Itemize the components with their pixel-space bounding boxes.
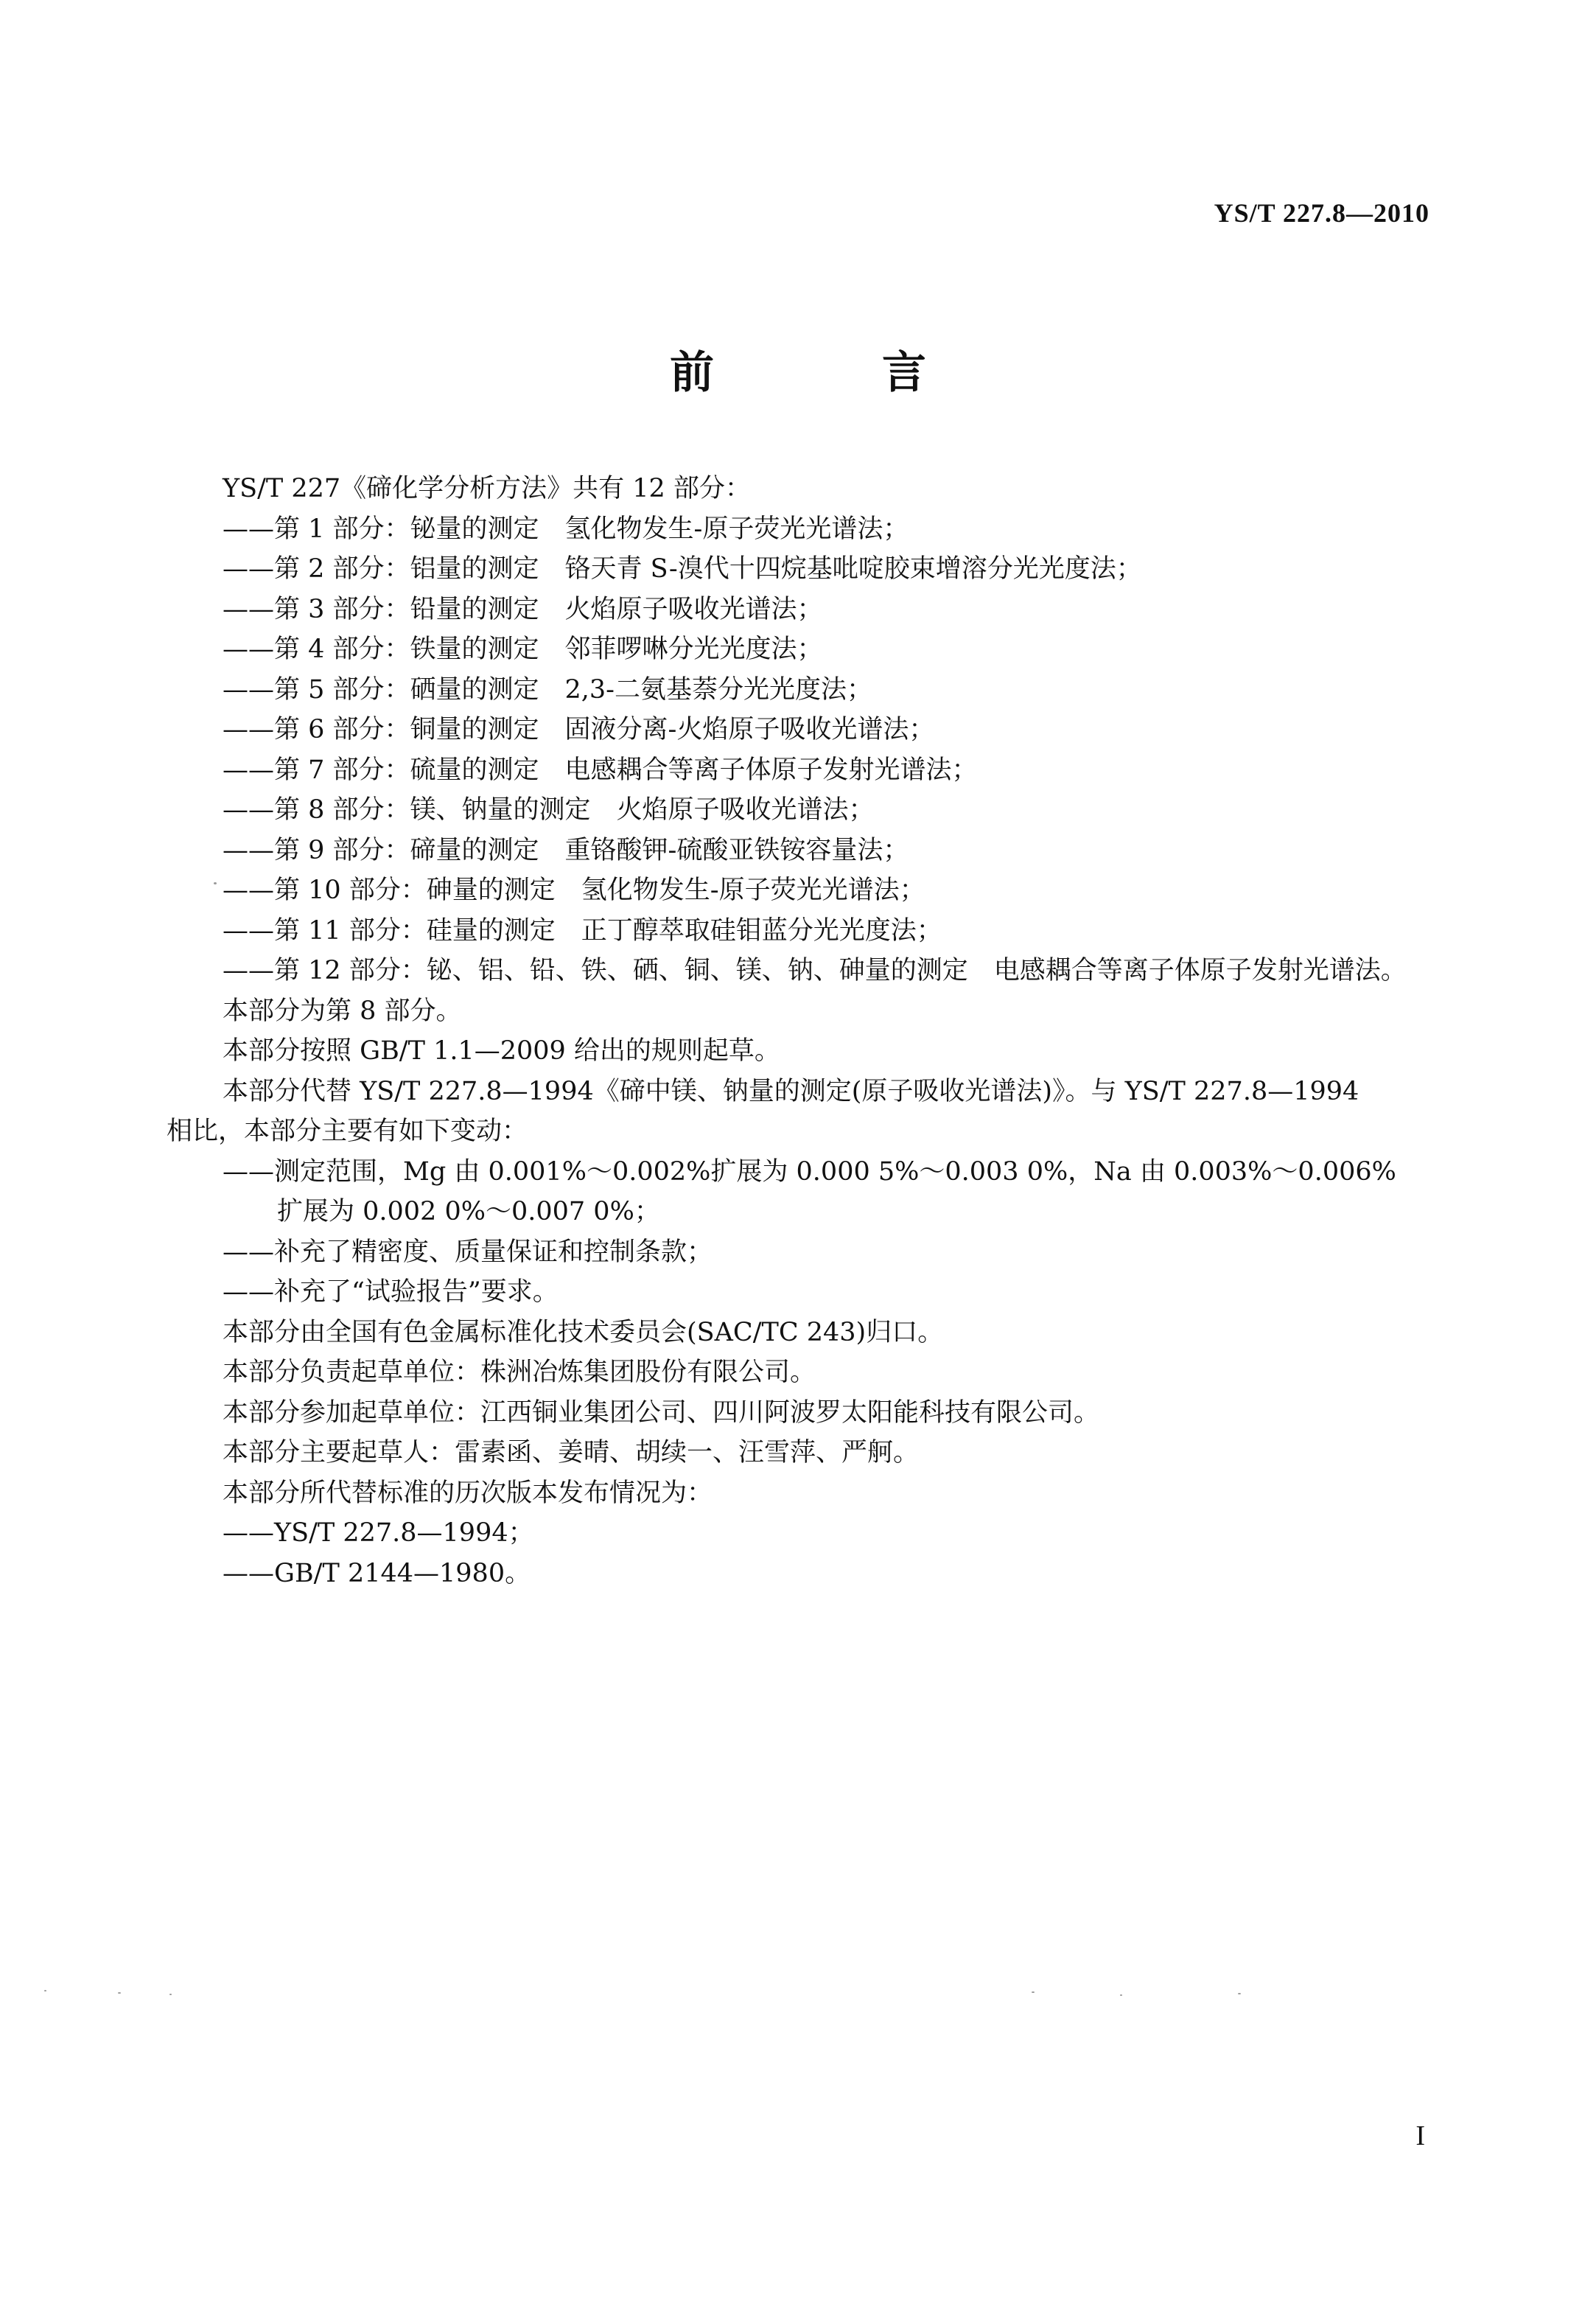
history-intro-paragraph: 本部分所代替标准的历次版本发布情况为：: [223, 1478, 713, 1508]
parts-list: [167, 509, 1456, 991]
list-item: ——第 4 部分：铁量的测定 邻菲啰啉分光光度法；: [223, 635, 823, 664]
page-title: 前 言: [670, 347, 988, 399]
list-item: ——补充了精密度、质量保证和控制条款；: [223, 1237, 713, 1267]
drafting-rule-paragraph: 本部分按照 GB/T 1.1—2009 给出的规则起草。: [223, 1036, 780, 1066]
scan-speck: [1238, 1993, 1241, 1994]
page-number: I: [1415, 2120, 1425, 2151]
scan-speck: [1120, 1994, 1122, 1996]
drafters-paragraph: 本部分主要起草人：雷素函、姜晴、胡续一、汪雪萍、严舸。: [223, 1438, 920, 1467]
this-part-paragraph: 本部分为第 8 部分。: [223, 996, 462, 1026]
list-item: ——GB/T 2144—1980。: [223, 1558, 531, 1588]
replaces-paragraph-line2: 相比，本部分主要有如下变动：: [167, 1117, 528, 1146]
list-item: ——第 8 部分：镁、钠量的测定 火焰原子吸收光谱法；: [223, 795, 875, 825]
list-item: ——第 2 部分：铝量的测定 铬天青 S-溴代十四烷基吡啶胶束增溶分光光度法；: [223, 554, 1142, 584]
scan-speck: [44, 1990, 46, 1991]
replaces-paragraph-line1: 本部分代替 YS/T 227.8—1994《碲中镁、钠量的测定(原子吸收光谱法)》。与 YS/T 227.8—1994: [223, 1076, 1359, 1106]
list-item: ——第 6 部分：铜量的测定 固液分离-火焰原子吸收光谱法；: [223, 715, 935, 744]
list-item: ——第 11 部分：硅量的测定 正丁醇萃取硅钼蓝分光光度法；: [223, 915, 942, 946]
standard-code: YS/T 227.8—2010: [1214, 198, 1429, 228]
list-item: ——第 3 部分：铅量的测定 火焰原子吸收光谱法；: [223, 594, 823, 624]
list-item-range-line1: ——测定范围，Mg 由 0.001%～0.002%扩展为 0.000 5%～0.003 0%，Na 由 0.003%～0.006%: [223, 1156, 1396, 1187]
list-item: ——第 1 部分：铋量的测定 氢化物发生-原子荧光光谱法；: [223, 514, 909, 544]
list-item: ——第 12 部分：铋、铝、铅、铁、硒、铜、镁、钠、砷量的测定 电感耦合等离子体原子发射光谱法。: [223, 956, 1407, 985]
scan-speck: [214, 882, 217, 884]
scan-speck: [1032, 1991, 1035, 1993]
foreword-body: [167, 469, 1456, 1593]
scan-speck: [169, 1994, 172, 1995]
scan-speck: [118, 1992, 121, 1994]
drafting-unit-paragraph: 本部分负责起草单位：株洲冶炼集团股份有限公司。: [223, 1358, 816, 1387]
list-item: ——第 9 部分：碲量的测定 重铬酸钾-硫酸亚铁铵容量法；: [223, 835, 909, 865]
list-item: ——补充了“试验报告”要求。: [223, 1277, 559, 1307]
intro-paragraph: YS/T 227《碲化学分析方法》共有 12 部分：: [223, 474, 751, 503]
responsible-paragraph: 本部分由全国有色金属标准化技术委员会(SAC/TC 243)归口。: [223, 1317, 944, 1347]
list-item-range-line2: 扩展为 0.002 0%～0.007 0%；: [277, 1197, 660, 1226]
list-item: ——第 10 部分：砷量的测定 氢化物发生-原子荧光光谱法；: [223, 876, 925, 905]
participating-units-paragraph: 本部分参加起草单位：江西铜业集团公司、四川阿波罗太阳能科技有限公司。: [223, 1397, 1100, 1428]
list-item: ——第 7 部分：硫量的测定 电感耦合等离子体原子发射光谱法；: [223, 755, 978, 785]
changes-list: [167, 1152, 1456, 1313]
list-item: ——YS/T 227.8—1994；: [223, 1518, 534, 1548]
list-item: ——第 5 部分：硒量的测定 2,3-二氨基萘分光光度法；: [223, 674, 873, 705]
history-list: [167, 1513, 1456, 1593]
